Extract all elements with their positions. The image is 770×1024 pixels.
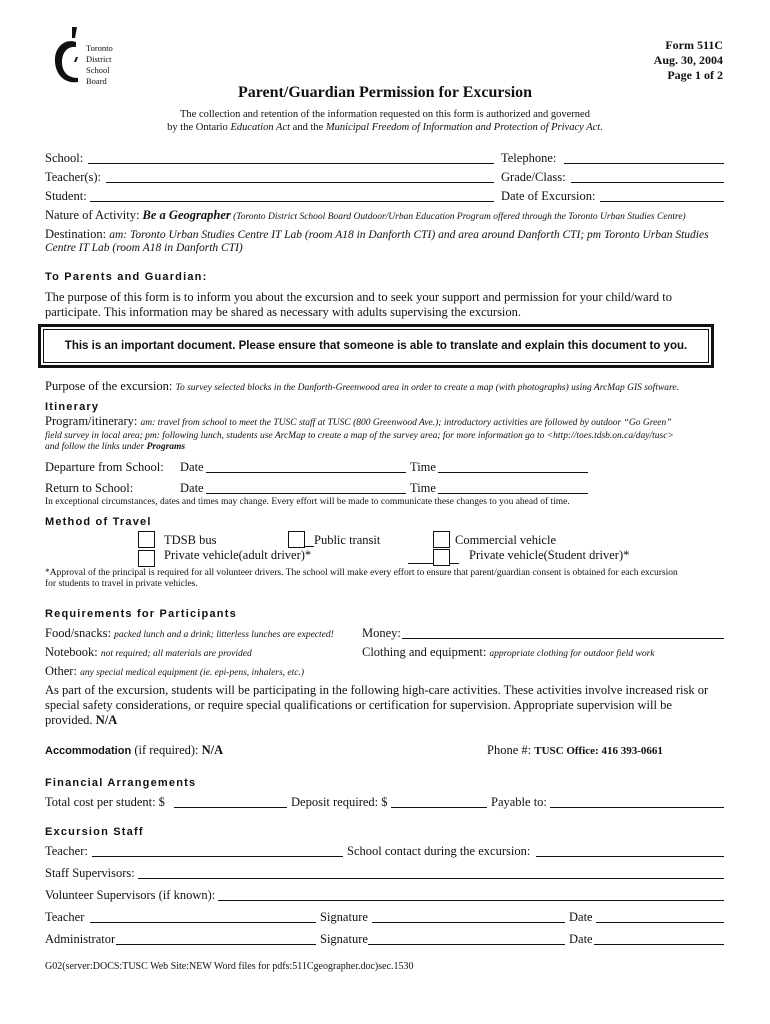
logo-text-toronto: Toronto [86, 43, 113, 53]
volunteer-supervisors-field[interactable] [218, 900, 724, 901]
purpose-label: Purpose of the excursion: [45, 379, 176, 393]
teacher-label: Teacher: [45, 844, 88, 858]
itinerary-line-2: field survey in local area; pm: following lunch, students use ArcMap to create a map of the survey area; for more information go to <http://toes.tdsb.on.ca/day/tusc> [45, 431, 674, 441]
parents-line-2: participate. This information may be shared as necessary with adults supervising the excursion. [45, 305, 522, 319]
itinerary-heading: Itinerary [45, 401, 100, 413]
other-row [45, 664, 304, 681]
private-vehicle-adult-label: Private vehicle(adult driver)* [164, 548, 312, 562]
phone-row [487, 743, 663, 759]
public-transit-label: Public transit [314, 533, 381, 547]
activity-name: Be a Geographer [142, 208, 231, 222]
activity-row [45, 208, 686, 225]
student-label: Student: [45, 189, 87, 203]
page-number: Page 1 of 2 [667, 68, 723, 82]
grade-class-label: Grade/Class: [501, 170, 566, 184]
accommodation-suffix: (if required): [131, 743, 202, 757]
administrator-name-field[interactable] [116, 944, 316, 945]
public-transit-underline [304, 546, 314, 547]
telephone-label: Telephone: [501, 151, 557, 165]
administrator-signature-label: Signature [320, 932, 368, 946]
food-label: Food/snacks: [45, 626, 115, 640]
public-transit-checkbox[interactable] [288, 531, 305, 548]
return-label: Return to School: [45, 481, 134, 495]
grade-class-field[interactable] [571, 182, 724, 183]
tdsb-logo-mark [46, 26, 86, 88]
return-date-field[interactable] [206, 493, 406, 494]
footer-path: G02(server:DOCS:TUSC Web Site:NEW Word files for pdfs:511Cgeographer.doc)sec.1530 [45, 961, 414, 972]
teacher-date-field[interactable] [596, 922, 724, 923]
return-time-field[interactable] [438, 493, 588, 494]
travel-note-1: *Approval of the principal is required for all volunteer drivers. The school will make every effort to ensure that parent/guardian consent is obtained for each excursion [45, 568, 678, 578]
student-field[interactable] [90, 201, 494, 202]
teacher-field[interactable] [92, 856, 343, 857]
itinerary-label: Program/itinerary: [45, 414, 141, 428]
high-care-line-1: As part of the excursion, students will be participating in the following high-care activities. These activities involve increased risk or [45, 683, 709, 697]
parents-heading: To Parents and Guardian: [45, 271, 208, 283]
form-info [654, 38, 723, 83]
accommodation-value: N/A [201, 743, 224, 757]
school-contact-field[interactable] [536, 856, 724, 857]
departure-time-field[interactable] [438, 472, 588, 473]
phone-value: TUSC Office: [534, 745, 602, 757]
form-date: Aug. 30, 2004 [653, 53, 723, 67]
clothing-row [362, 645, 655, 662]
teacher-date-label: Date [569, 910, 593, 924]
administrator-label: Administrator [45, 932, 116, 946]
school-field[interactable] [88, 163, 494, 164]
activity-detail: (Toronto District School Board Outdoor/Urban Education Program offered through the Toronto Urban Studies Centre) [230, 212, 686, 222]
activity-label: Nature of Activity: [45, 208, 143, 222]
money-field[interactable] [402, 638, 724, 639]
notebook-row [45, 645, 252, 662]
deposit-label: Deposit required: $ [291, 795, 388, 809]
tdsb-bus-checkbox[interactable] [138, 531, 155, 548]
money-label: Money: [362, 626, 401, 640]
itinerary-line-3-prefix: and follow the links under [45, 442, 147, 452]
intro-line-2 [0, 121, 770, 134]
departure-date-field[interactable] [206, 472, 406, 473]
accommodation-label: Accommodation [45, 745, 132, 757]
departure-time-label: Time [410, 460, 436, 474]
date-of-excursion-field[interactable] [600, 201, 724, 202]
high-care-line-2: special safety considerations, or require special qualifications or certification for supervision. Appropriate supervision will be [45, 698, 672, 712]
administrator-date-label: Date [569, 932, 593, 946]
intro-mid: and the [290, 122, 326, 133]
parents-line-1: The purpose of this form is to inform you about the excursion and to seek your support and permission for your child/ward to [45, 290, 672, 304]
food-row [45, 626, 334, 643]
payable-field[interactable] [550, 807, 724, 808]
total-cost-label: Total cost per student: $ [45, 795, 165, 809]
departure-label: Departure from School: [45, 460, 164, 474]
phone-label: Phone #: [487, 743, 535, 757]
accommodation-row [45, 743, 223, 759]
telephone-field[interactable] [564, 163, 724, 164]
administrator-date-field[interactable] [594, 944, 724, 945]
departure-date-label: Date [180, 460, 204, 474]
page-title: Parent/Guardian Permission for Excursion [237, 84, 533, 101]
staff-heading: Excursion Staff [45, 826, 144, 838]
education-act: Education Act [230, 122, 291, 133]
staff-supervisors-label: Staff Supervisors: [45, 866, 135, 880]
travel-note-2: for students to travel in private vehicles. [45, 579, 198, 589]
itinerary-line-1: am: travel from school to meet the TUSC staff at TUSC (800 Greenwood Ave.); introductory activities are followed by outdoor “Go Green” [140, 418, 672, 428]
teacher-sign-label: Teacher [45, 910, 85, 924]
itinerary-note: In exceptional circumstances, dates and times may change. Every effort will be made to communicate these changes to you ahead of time. [45, 497, 570, 507]
destination-line-1: am: Toronto Urban Studies Centre IT Lab (room A18 in Danforth CTI) and area around Danforth CTI; pm Toronto Urban Studies [109, 229, 709, 241]
private-vehicle-adult-checkbox[interactable] [138, 550, 155, 567]
school-label: School: [45, 151, 84, 165]
logo-text-district: District [86, 54, 112, 64]
deposit-field[interactable] [391, 807, 487, 808]
high-care-provided: provided. [45, 713, 96, 727]
travel-heading: Method of Travel [45, 516, 152, 528]
payable-label: Payable to: [491, 795, 547, 809]
return-time-label: Time [410, 481, 436, 495]
food-value: packed lunch and a drink; litterless lunches are expected! [114, 630, 334, 640]
staff-supervisors-field[interactable] [138, 878, 724, 879]
financial-heading: Financial Arrangements [45, 777, 197, 789]
tdsb-logo [46, 26, 126, 86]
high-care-na: N/A [95, 713, 118, 727]
destination-line-2: Centre IT Lab (room A18 in Danforth CTI) [45, 242, 243, 254]
private-vehicle-student-label: Private vehicle(Student driver)* [469, 548, 630, 562]
school-contact-label: School contact during the excursion: [347, 844, 531, 858]
phone-number: 416 393-0661 [601, 745, 663, 757]
intro-text [0, 108, 770, 134]
other-label: Other: [45, 664, 81, 678]
teachers-label: Teacher(s): [45, 170, 102, 184]
volunteer-supervisors-label: Volunteer Supervisors (if known): [45, 888, 216, 902]
intro-line-1: The collection and retention of the information requested on this form is authorized and governed [180, 109, 590, 120]
itinerary-row [45, 414, 672, 431]
clothing-label: Clothing and equipment: [362, 645, 490, 659]
total-cost-field[interactable] [174, 807, 287, 808]
logo-text-school: School [86, 65, 110, 75]
translation-notice [38, 324, 714, 368]
clothing-value: appropriate clothing for outdoor field work [489, 649, 655, 659]
tdsb-bus-label: TDSB bus [164, 533, 217, 547]
programs-link[interactable]: Programs [146, 442, 186, 452]
logo-text-board: Board [86, 76, 107, 86]
translation-notice-text: This is an important document. Please ensure that someone is able to translate and explain this document to you. [43, 329, 709, 363]
teacher-signature-label: Signature [320, 910, 368, 924]
private-vehicle-student-checkbox[interactable] [433, 549, 450, 566]
intro-prefix: by the Ontario [167, 122, 231, 133]
itinerary-line-3 [45, 441, 185, 453]
destination-label: Destination: [45, 227, 110, 241]
commercial-vehicle-label: Commercial vehicle [455, 533, 557, 547]
purpose-text: To survey selected blocks in the Danforth-Greenwood area in order to create a map (with photographs) using ArcMap GIS software. [175, 383, 679, 393]
notebook-value: not required; all materials are provided [100, 649, 252, 659]
teacher-name-field[interactable] [90, 922, 316, 923]
private-vehicle-student-underline-right [449, 563, 459, 564]
commercial-vehicle-checkbox[interactable] [433, 531, 450, 548]
requirements-heading: Requirements for Participants [45, 608, 237, 620]
return-date-label: Date [180, 481, 204, 495]
form-number: Form 511C [665, 38, 723, 52]
other-value: any special medical equipment (ie. epi-pens, inhalers, etc.) [80, 668, 305, 678]
teachers-field[interactable] [106, 182, 494, 183]
purpose-row [45, 379, 679, 396]
private-vehicle-student-underline-left [408, 563, 433, 564]
privacy-act: Municipal Freedom of Information and Protection of Privacy Act. [325, 122, 603, 133]
high-care-line-3 [45, 713, 117, 728]
teacher-signature-field[interactable] [372, 922, 565, 923]
date-of-excursion-label: Date of Excursion: [501, 189, 596, 203]
notebook-label: Notebook: [45, 645, 101, 659]
administrator-signature-field[interactable] [368, 944, 565, 945]
